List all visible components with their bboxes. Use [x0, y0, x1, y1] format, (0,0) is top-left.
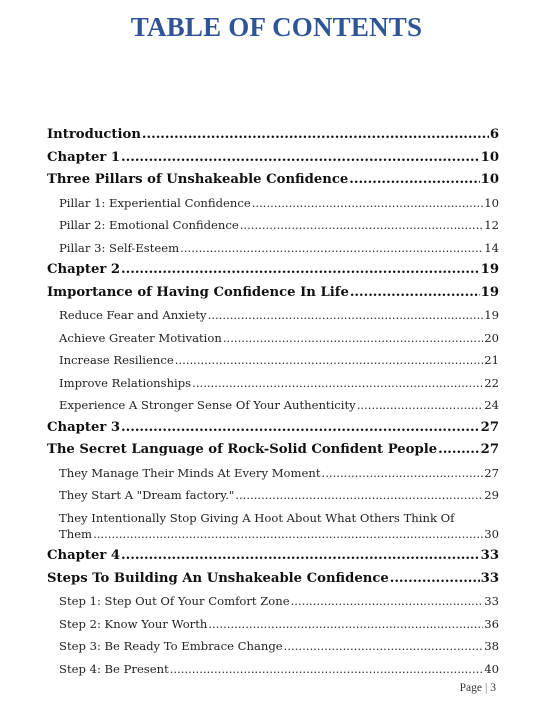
- toc-page-number: 27: [484, 465, 499, 480]
- toc-page-number: 24: [484, 398, 499, 412]
- toc-subentry[interactable]: [47, 590, 499, 613]
- dot-leader: [208, 613, 483, 636]
- toc-entry-title-continued: Them: [59, 526, 93, 541]
- toc-page-number: 19: [480, 284, 499, 300]
- toc-subentry[interactable]: [47, 304, 499, 327]
- toc-entry-title: Experience A Stronger Sense Of Your Authenticity: [59, 398, 356, 412]
- dot-leader: [291, 590, 484, 613]
- dot-leader: [357, 394, 484, 417]
- dot-leader: [252, 192, 484, 215]
- toc-entry[interactable]: [47, 147, 499, 170]
- toc-entry-title: Introduction: [47, 127, 141, 142]
- toc-entry-title: Improve Relationships: [59, 375, 192, 390]
- dot-leader: [235, 484, 483, 507]
- toc-page-number: 6: [489, 127, 499, 142]
- toc-entry-title: Chapter 1: [47, 149, 121, 165]
- table-of-contents: [47, 124, 499, 680]
- toc-subentry[interactable]: [47, 635, 499, 658]
- dot-leader: [170, 658, 483, 681]
- toc-entry-title: They Intentionally Stop Giving A Hoot About What Others Think Of: [59, 510, 455, 525]
- dot-leader: [192, 372, 483, 395]
- dot-leader: [284, 635, 484, 658]
- toc-page-number: 19: [484, 308, 499, 322]
- toc-page-number: 21: [484, 353, 499, 367]
- toc-entry-title: Step 3: Be Ready To Embrace Change: [59, 639, 283, 653]
- toc-entry[interactable]: [47, 282, 499, 305]
- toc-page-number: 33: [480, 548, 499, 563]
- toc-entry-title: Step 2: Know Your Worth: [59, 616, 208, 631]
- toc-entry[interactable]: [47, 124, 499, 147]
- toc-page-number: 10: [484, 195, 499, 210]
- toc-page-number: 30: [484, 526, 499, 541]
- toc-subentry[interactable]: [47, 237, 499, 260]
- dot-leader: [180, 237, 483, 260]
- toc-entry[interactable]: [47, 259, 499, 282]
- toc-subentry[interactable]: [47, 372, 499, 395]
- toc-subentry[interactable]: [47, 484, 499, 507]
- toc-entry[interactable]: [47, 417, 499, 440]
- toc-subentry[interactable]: [47, 192, 499, 215]
- footer-page-label: Page: [459, 682, 482, 694]
- toc-entry-title: Importance of Having Confidence In Life: [47, 284, 349, 300]
- toc-entry-title: Three Pillars of Unshakeable Confidence: [47, 172, 349, 187]
- toc-page-number: 20: [484, 330, 499, 345]
- toc-page-number: 10: [480, 172, 499, 187]
- dot-leader: [349, 169, 479, 192]
- toc-page-number: 29: [484, 488, 499, 502]
- toc-entry-title: They Start A "Dream factory.": [59, 488, 235, 502]
- dot-leader: [121, 259, 480, 282]
- dot-leader: [121, 545, 480, 568]
- toc-page-number: 38: [484, 639, 499, 653]
- toc-entry-title: Pillar 2: Emotional Confidence: [59, 218, 239, 232]
- footer-separator: |: [484, 682, 488, 694]
- dot-leader: [121, 417, 480, 440]
- toc-page-number: 27: [480, 442, 499, 457]
- dot-leader: [121, 147, 480, 170]
- toc-page-number: 36: [484, 616, 499, 631]
- toc-entry-title: Pillar 1: Experiential Confidence: [59, 195, 251, 210]
- toc-entry-title: Chapter 2: [47, 262, 121, 277]
- toc-entry-title: Achieve Greater Motivation: [59, 330, 222, 345]
- toc-entry-title: Step 1: Step Out Of Your Comfort Zone: [59, 594, 290, 608]
- toc-entry-title: Steps To Building An Unshakeable Confidence: [47, 570, 389, 586]
- page-title: TABLE OF CONTENTS: [130, 12, 423, 42]
- toc-entry[interactable]: [47, 545, 499, 568]
- dot-leader: [93, 526, 483, 542]
- toc-subentry[interactable]: [47, 327, 499, 350]
- toc-entry-title: Chapter 3: [47, 419, 121, 435]
- dot-leader: [142, 124, 489, 147]
- toc-entry-title: Chapter 4: [47, 548, 121, 563]
- toc-page-number: 27: [480, 419, 499, 435]
- toc-subentry[interactable]: [47, 510, 499, 542]
- dot-leader: [208, 304, 484, 327]
- page-footer: [460, 682, 496, 694]
- toc-page-number: 40: [484, 661, 499, 676]
- toc-subentry[interactable]: [47, 613, 499, 636]
- toc-subentry[interactable]: [47, 462, 499, 485]
- dot-leader: [223, 327, 483, 350]
- dot-leader: [322, 462, 484, 485]
- toc-page-number: 10: [480, 149, 499, 165]
- toc-entry-title: Increase Resilience: [59, 353, 174, 367]
- toc-entry[interactable]: [47, 568, 499, 591]
- toc-page-number: 22: [484, 375, 499, 390]
- toc-entry-title: Pillar 3: Self-Esteem: [59, 240, 180, 255]
- dot-leader: [438, 439, 480, 462]
- toc-subentry[interactable]: [47, 349, 499, 372]
- toc-entry-title: Reduce Fear and Anxiety: [59, 308, 207, 322]
- toc-page-number: 12: [484, 218, 499, 232]
- toc-page-number: 14: [484, 240, 499, 255]
- toc-page-number: 19: [480, 262, 499, 277]
- dot-leader: [240, 214, 483, 237]
- footer-page-number: 3: [490, 682, 496, 694]
- dot-leader: [175, 349, 484, 372]
- dot-leader: [350, 282, 480, 305]
- toc-entry[interactable]: [47, 169, 499, 192]
- toc-page-number: 33: [484, 594, 499, 608]
- dot-leader: [390, 568, 480, 591]
- toc-subentry[interactable]: [47, 214, 499, 237]
- toc-entry-title: They Manage Their Minds At Every Moment: [59, 465, 321, 480]
- toc-subentry[interactable]: [47, 394, 499, 417]
- toc-page-number: 33: [480, 570, 499, 586]
- toc-entry-title: Step 4: Be Present: [59, 661, 169, 676]
- toc-entry-title: The Secret Language of Rock-Solid Confident People: [47, 442, 438, 457]
- toc-subentry[interactable]: [47, 658, 499, 681]
- toc-entry[interactable]: [47, 439, 499, 462]
